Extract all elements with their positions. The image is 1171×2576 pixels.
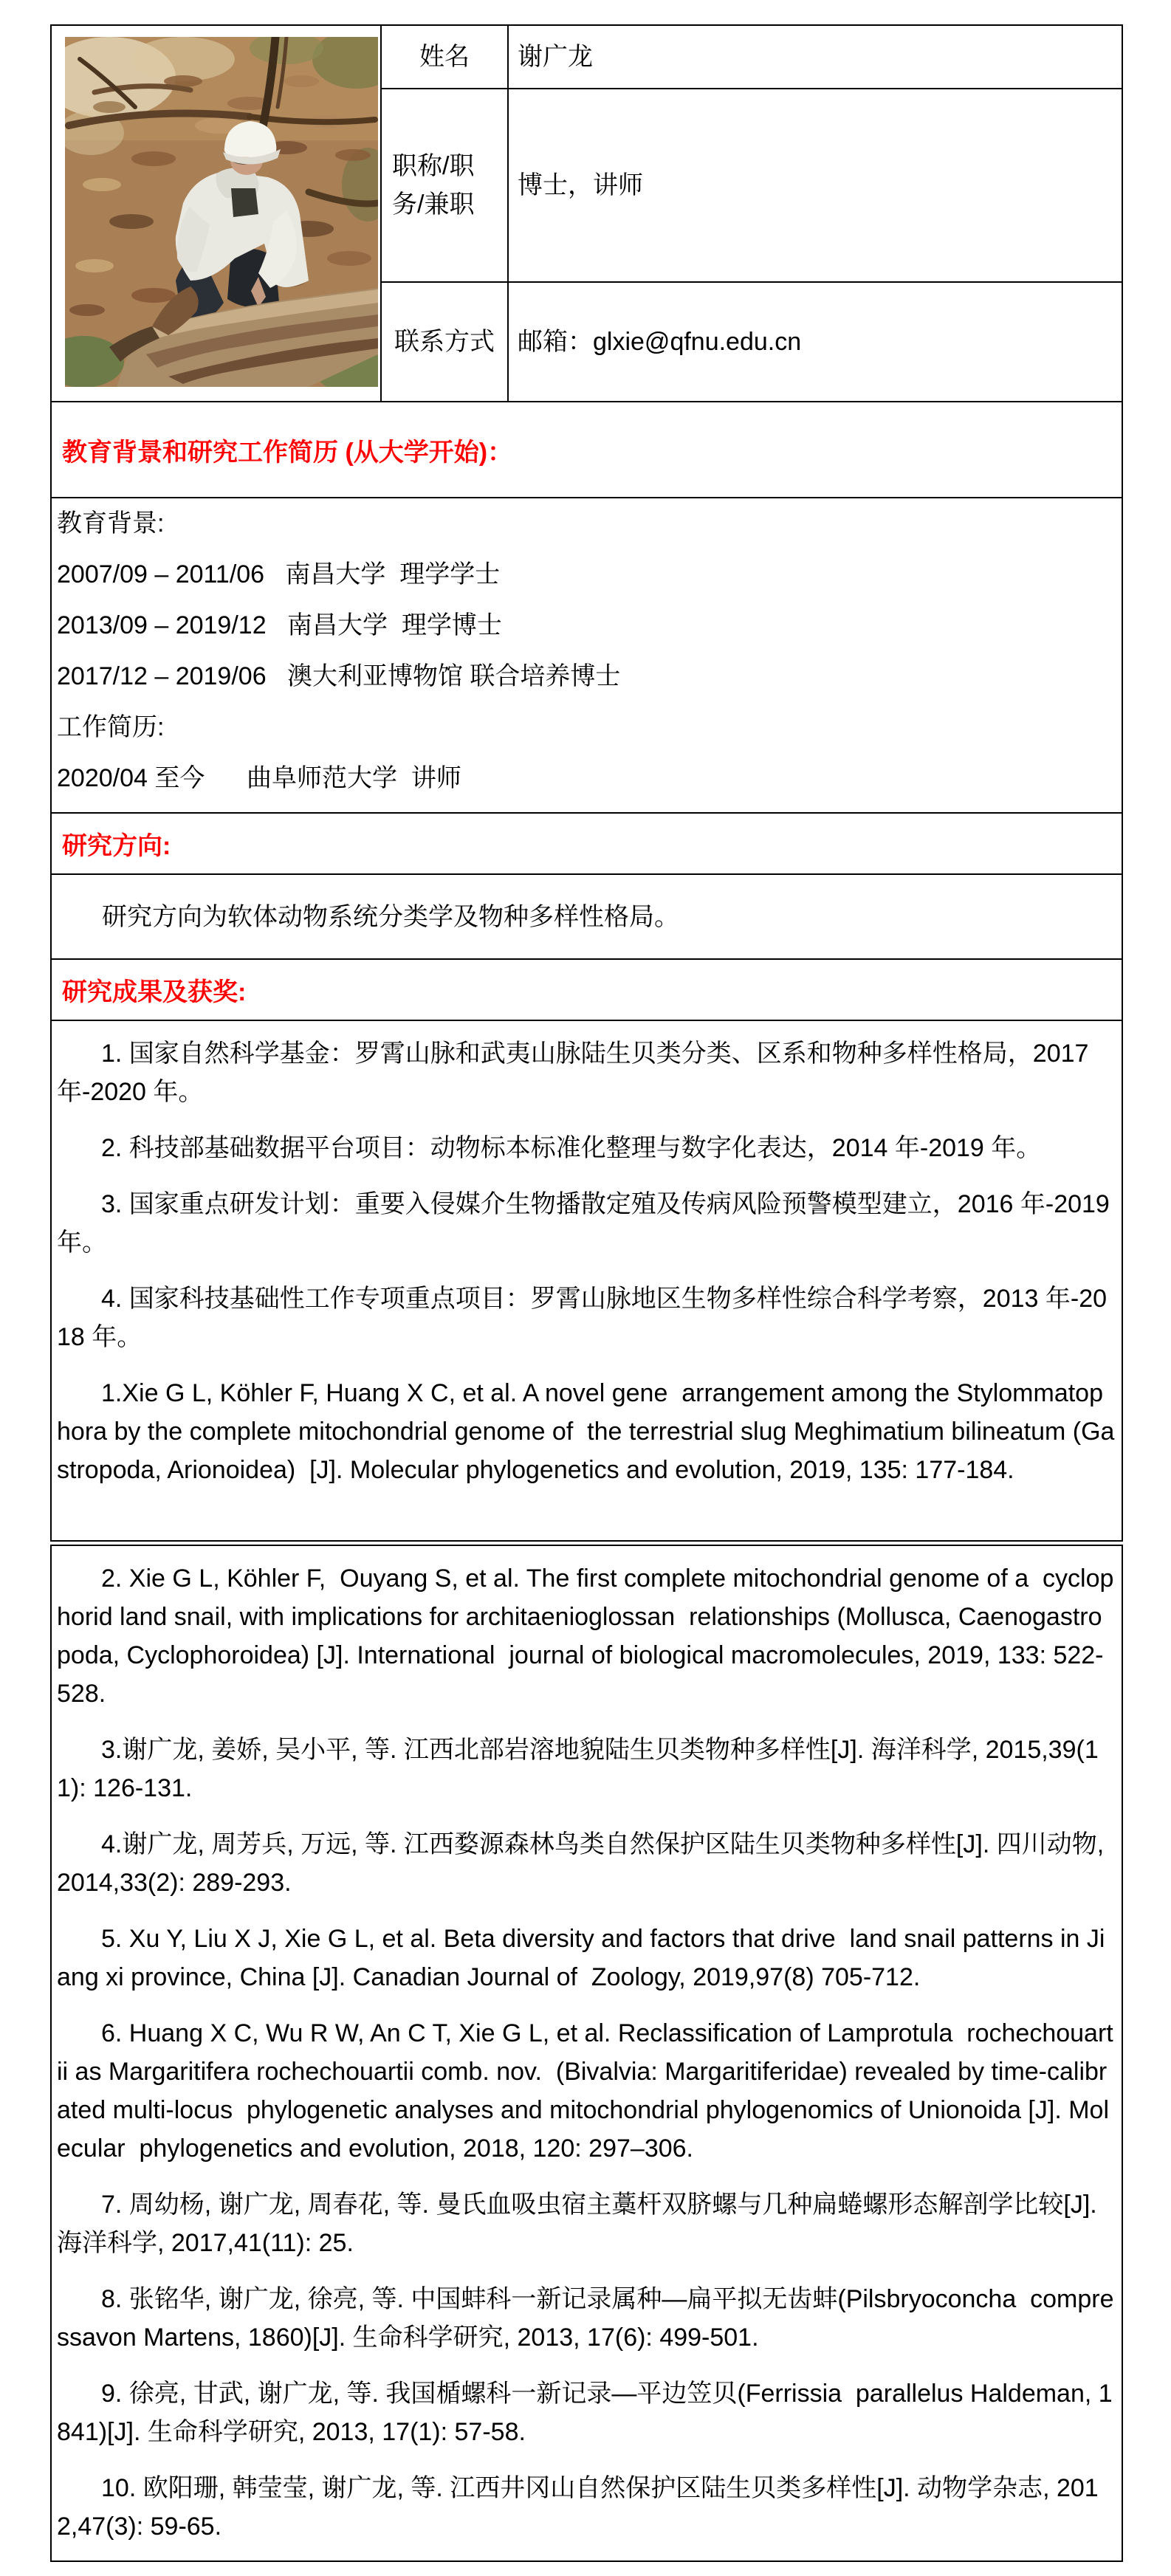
title-value: 博士，讲师 <box>508 89 1122 282</box>
cv-document <box>50 24 1123 2562</box>
publication-item: 6. Huang X C, Wu R W, An C T, Xie G L, et al. Reclassification of Lamprotula rochechouartii as Margaritifera rochechouartii comb. nov. (Bivalvia: Margaritiferidae) revealed by time-calibrated multi-locus phylogenetic analyses and mitochondrial phylogenomics of Unionoida [J]. Molecular phylogenetics and evolution, 2018, 120: 297–306. <box>57 2019 1113 2163</box>
achievement-item: 1. 国家自然科学基金：罗霄山脉和武夷山脉陆生贝类分类、区系和物种多样性格局，2017 年-2020 年。 <box>57 1040 1096 1106</box>
name-value: 谢广龙 <box>508 25 1122 89</box>
photo-cell <box>51 25 381 402</box>
research-direction-text: 研究方向为软体动物系统分类学及物种多样性格局。 <box>102 902 679 931</box>
publication-item: 4.谢广龙, 周芳兵, 万远, 等. 江西婺源森林鸟类自然保护区陆生贝类物种多样性[J]. 四川动物, 2014,33(2): 289-293. <box>57 1830 1111 1897</box>
publication-item: 10. 欧阳珊, 韩莹莹, 谢广龙, 等. 江西井冈山自然保护区陆生贝类多样性[J]. 动物学杂志, 2012,47(3): 59-65. <box>57 2474 1099 2541</box>
profile-photo <box>65 37 378 387</box>
achievements-body-part1 <box>50 1020 1123 1542</box>
achievement-item: 3. 国家重点研发计划：重要入侵媒介生物播散定殖及传病风险预警模型建立，2016 年-2019 年。 <box>57 1190 1117 1257</box>
achievement-item: 4. 国家科技基础性工作专项重点项目：罗霄山脉地区生物多样性综合科学考察，2013 年-2018 年。 <box>57 1285 1108 1351</box>
achievement-item: 2. 科技部基础数据平台项目：动物标本标准化整理与数字化表达，2014 年-2019 年。 <box>101 1134 1042 1162</box>
achievements-header <box>50 958 1123 1021</box>
publication-item: 5. Xu Y, Liu X J, Xie G L, et al. Beta diversity and factors that drive land snail patterns in Jiang xi province, China [J]. Canadian Journal of Zoology, 2019,97(8) 705-712. <box>57 1925 1105 1991</box>
achievements-body-part2 <box>50 1545 1123 2562</box>
contact-value: 邮箱：glxie@qfnu.edu.cn <box>508 282 1122 402</box>
publication-item: 2. Xie G L, Köhler F, Ouyang S, et al. The first complete mitochondrial genome of a cyclophorid land snail, with implications for architaenioglossan relationships (Mollusca, Caenogastropoda, Cyclophoroidea) [J]. International journal of biological macromolecules, 2019, 133: 522-528. <box>57 1565 1114 1708</box>
profile-table <box>50 24 1123 402</box>
education-section-header <box>50 401 1123 498</box>
publication-item: 3.谢广龙, 姜娇, 吴小平, 等. 江西北部岩溶地貌陆生贝类物种多样性[J]. 海洋科学, 2015,39(11): 126-131. <box>57 1736 1099 1802</box>
education-line: 2020/04 至今 曲阜师范大学 讲师 <box>57 764 461 792</box>
education-section-body <box>50 497 1123 814</box>
publication-item: 9. 徐亮, 甘武, 谢广龙, 等. 我国楯螺科一新记录—平边笠贝(Ferrissia parallelus Haldeman, 1841)[J]. 生命科学研究, 2013, 17(1): 57-58. <box>57 2380 1113 2446</box>
education-section-title: 教育背景和研究工作简历 (从大学开始)： <box>62 438 513 467</box>
achievements-title: 研究成果及获奖: <box>62 978 247 1006</box>
title-label: 职称/职务/兼职 <box>381 89 508 282</box>
contact-label: 联系方式 <box>381 282 508 402</box>
education-line: 2007/09 – 2011/06 南昌大学 理学学士 <box>57 560 501 588</box>
achievement-item: 1.Xie G L, Köhler F, Huang X C, et al. A novel gene arrangement among the Stylommatophora by the complete mitochondrial genome of the terrestrial slug Meghimatium bilineatum (Gastropoda, Arionoidea) [J]. Molecular phylogenetics and evolution, 2019, 135: 177-184. <box>57 1379 1115 1484</box>
research-direction-header <box>50 812 1123 875</box>
research-direction-body <box>50 873 1123 960</box>
education-line: 2013/09 – 2019/12 南昌大学 理学博士 <box>57 611 502 639</box>
publication-item: 7. 周幼杨, 谢广龙, 周春花, 等. 曼氏血吸虫宿主藁杆双脐螺与几种扁蜷螺形态解剖学比较[J]. 海洋科学, 2017,41(11): 25. <box>57 2191 1105 2257</box>
education-line: 工作简历: <box>57 713 165 741</box>
name-label: 姓名 <box>381 25 508 89</box>
research-direction-title: 研究方向: <box>62 832 171 860</box>
publication-item: 8. 张铭华, 谢广龙, 徐亮, 等. 中国蚌科一新记录属种—扁平拟无齿蚌(Pilsbryoconcha compressavon Martens, 1860)[J]. 生命科学研究, 2013, 17(6): 499-501. <box>57 2285 1114 2352</box>
education-line: 2017/12 – 2019/06 澳大利亚博物馆 联合培养博士 <box>57 662 621 690</box>
education-line: 教育背景: <box>57 509 165 537</box>
